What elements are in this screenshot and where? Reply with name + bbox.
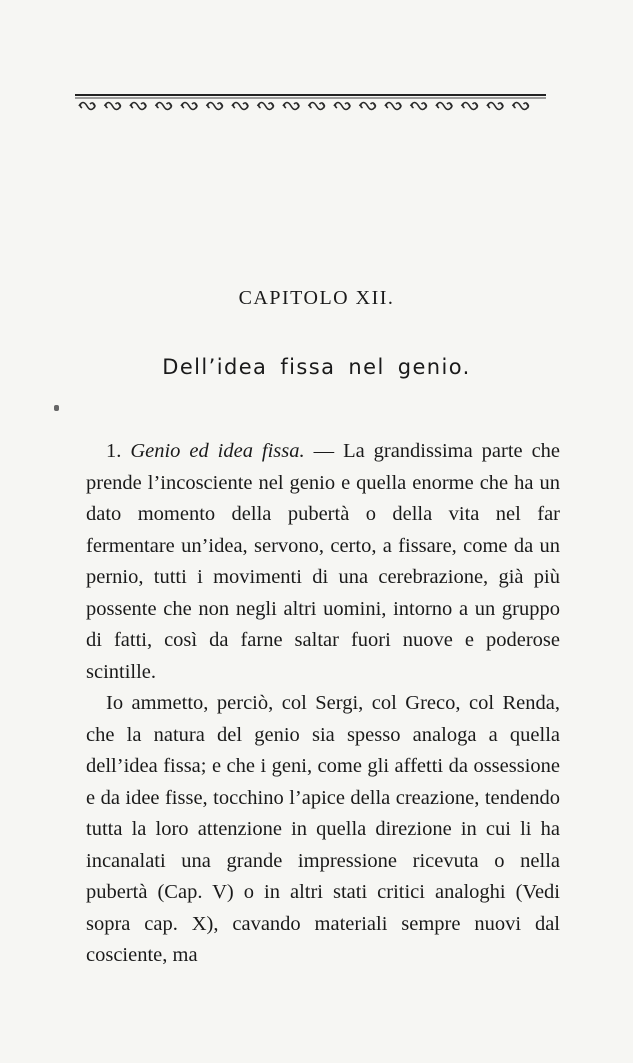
ornament-scroll-icon [75,93,546,117]
paragraph-text: Io ammetto, perciò, col Sergi, col Greco, col Renda, che la natura del genio sia spesso analoga a quella dell’idea fissa; e che i geni, come gli affetti da ossessione e da idee fisse, tocchino l’apice della creazione, tendendo tutta la loro attenzione in quella direzione in cui li ha incanalati una grande impressione ricevuta o nella pubertà (Cap. V) o in altri stati critici analoghi (Vedi sopra cap. X), cavando materiali sempre nuovi dal cosciente, ma [86,692,560,966]
ornament-scroll-segment [436,103,452,110]
ornament-scroll-segment [487,103,503,110]
ornament-scroll-segment [385,103,401,110]
paragraph-text: La grandissima parte che prende l’incosciente nel genio e quella enorme che ha un dato momento della pubertà o della vita nel far fermentare un’idea, servono, certo, a fissare, come da un pernio, tutti i movimenti di una cerebrazione, già più possente che non negli altri uomini, intorno a un gruppo di fatti, così da farne saltar fuori nuove e poderose scintille. [86,440,561,683]
paragraph-1 [86,436,560,688]
ornament-scroll-segment [462,103,478,110]
ornamental-header-band [75,93,546,117]
ornament-scroll-segment [105,103,121,110]
ornament-scroll-segment [156,103,172,110]
section-title: Genio ed idea fissa. [130,440,305,462]
ornament-scroll-segment [130,103,146,110]
ornament-scroll-segment [181,103,197,110]
paragraph-2 [86,688,560,972]
ornament-scroll-segment [232,103,248,110]
body-text [86,436,560,972]
ornament-scroll-segment [411,103,427,110]
ornament-scroll-segment [513,103,529,110]
ornament-scroll-segment [360,103,376,110]
ornament-scroll-segment [207,103,223,110]
ornament-scroll-segment [79,103,95,110]
ornament-scroll-segment [334,103,350,110]
print-speck [54,405,59,411]
chapter-heading: CAPITOLO XII. [238,287,395,309]
ornament-scroll-segment [283,103,299,110]
chapter-title: Dell’idea fissa nel genio. [162,355,471,379]
section-dash: — [313,440,335,462]
section-number: 1. [106,440,122,462]
ornament-scroll-segment [309,103,325,110]
ornament-scroll-segment [258,103,274,110]
